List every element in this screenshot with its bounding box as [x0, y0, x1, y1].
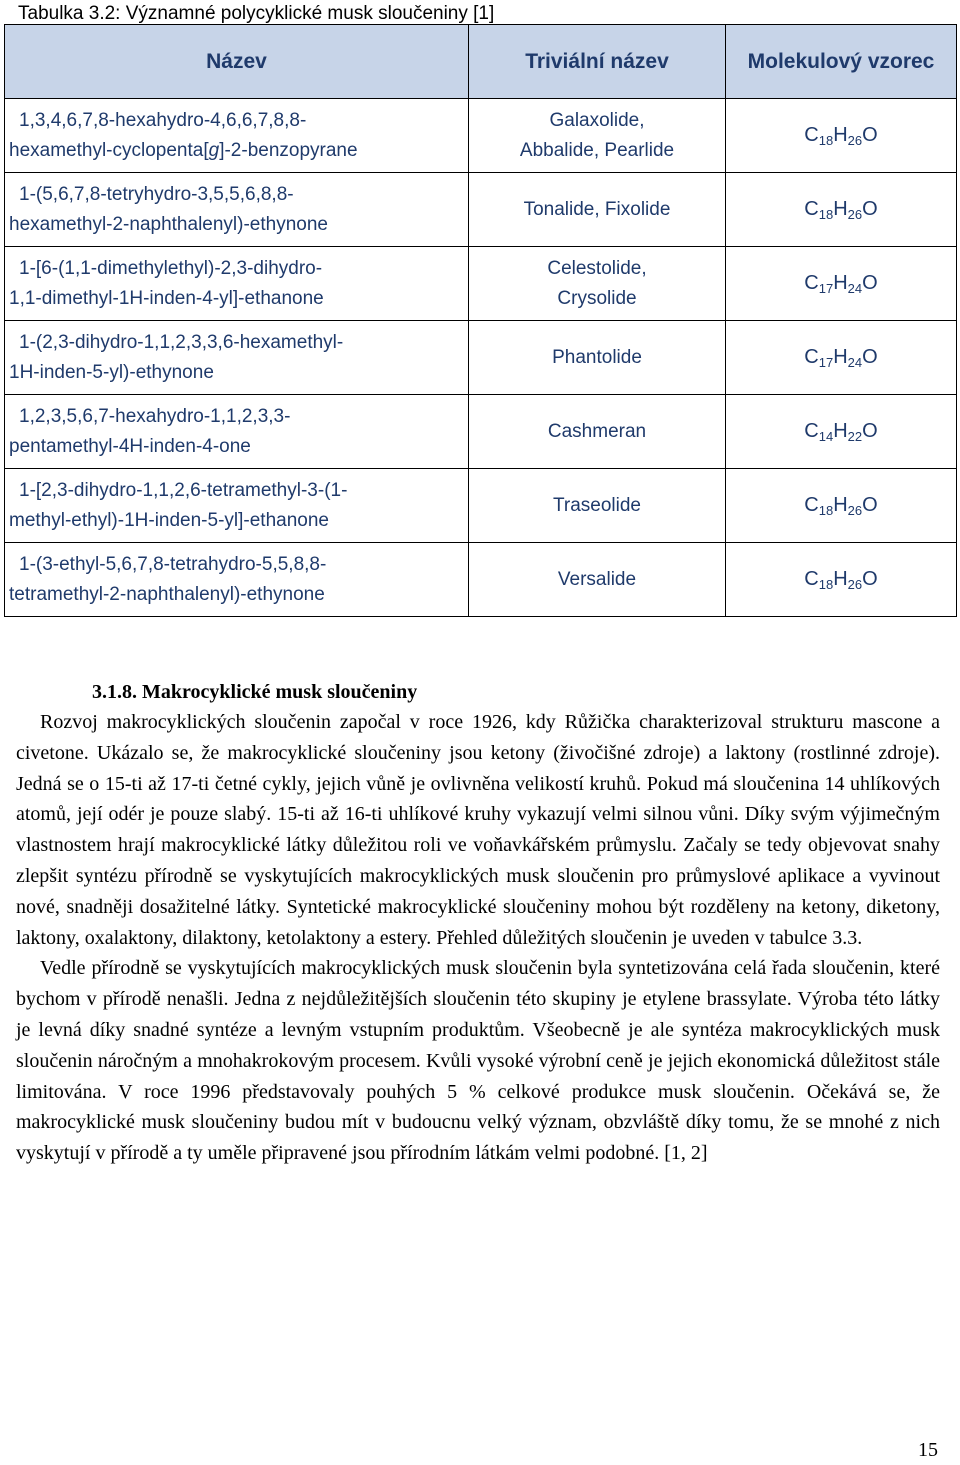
name-line: 1,2,3,5,6,7-hexahydro-1,1,2,3,3-: [19, 405, 291, 427]
header-trivial-name: Triviální název: [469, 25, 726, 99]
table-row: [5, 543, 957, 617]
trivial-name: Celestolide, Crysolide: [469, 247, 726, 321]
compound-name: [5, 173, 469, 247]
header-name: Název: [5, 25, 469, 99]
molecular-formula: $C_{18}H_{26}O$: [726, 173, 957, 247]
table-header-row: [5, 25, 957, 99]
section-heading: 3.1.8. Makrocyklické musk sloučeniny: [92, 681, 418, 703]
trivial-name: Cashmeran: [469, 395, 726, 469]
name-line: 1,3,4,6,7,8-hexahydro-4,6,6,7,8,8-: [19, 109, 307, 131]
trivial-name: Galaxolide, Abbalide, Pearlide: [469, 99, 726, 173]
trivial-name: Tonalide, Fixolide: [469, 173, 726, 247]
body-text: [16, 707, 940, 1169]
name-line: 1-(5,6,7,8-tetryhydro-3,5,5,6,8,8-: [19, 183, 294, 205]
compound-name: [5, 469, 469, 543]
compound-name: [5, 395, 469, 469]
name-line: methyl-ethyl)-1H-inden-5-yl]-ethanone: [9, 509, 329, 531]
table-row: [5, 247, 957, 321]
trivial-name: Phantolide: [469, 321, 726, 395]
name-line: hexamethyl-2-naphthalenyl)-ethynone: [9, 213, 328, 235]
compound-name: [5, 99, 469, 173]
page-number: 15: [918, 1439, 938, 1461]
molecular-formula: $C_{18}H_{26}O$: [726, 99, 957, 173]
name-line: 1H-inden-5-yl)-ethynone: [9, 361, 214, 383]
compound-name: [5, 321, 469, 395]
name-line: hexamethyl-cyclopenta[g]-2-benzopyrane: [9, 139, 358, 161]
table-row: [5, 99, 957, 173]
compound-name: [5, 543, 469, 617]
molecular-formula: $C_{17}H_{24}O$: [726, 321, 957, 395]
molecular-formula: $C_{18}H_{26}O$: [726, 543, 957, 617]
name-line: tetramethyl-2-naphthalenyl)-ethynone: [9, 583, 325, 605]
name-line: 1-[2,3-dihydro-1,1,2,6-tetramethyl-3-(1-: [19, 479, 348, 501]
name-line: 1-(3-ethyl-5,6,7,8-tetrahydro-5,5,8,8-: [19, 553, 327, 575]
molecular-formula: $C_{14}H_{22}O$: [726, 395, 957, 469]
header-molecular-formula: Molekulový vzorec: [726, 25, 957, 99]
paragraph: Rozvoj makrocyklických sloučenin započal v roce 1926, kdy Růžička charakterizoval strukturu mascone a civetone. Ukázalo se, že makrocyklické sloučeniny jsou ketony (živočišné zdroje) a laktony (rostlinné zdroje). Jedná se o 15-ti až 17-ti četné cykly, jejich vůně je ovlivněna velikostí kruhů. Pokud má sloučenina 14 uhlíkových atomů, její odér je pouze slabý. 15-ti až 16-ti uhlíkové kruhy vykazují velmi silnou vůni. Díky svým výjimečným vlastnostem hrají makrocyklické látky důležitou roli ve voňavkářském průmyslu. Začaly se tedy objevovat snahy zlepšit syntézu přírodně se vyskytujících makrocyklických musk sloučenin pro průmyslové aplikace a vyvinout nové, snadněji dosažitelné látky. Syntetické makrocyklické sloučeniny mohou být rozděleny na ketony, diketony, laktony, oxalaktony, dilaktony, ketolaktony a estery. Přehled důležitých sloučenin je uveden v tabulce 3.3.: [16, 711, 940, 949]
molecular-formula: $C_{18}H_{26}O$: [726, 469, 957, 543]
table-caption: Tabulka 3.2: Významné polycyklické musk sloučeniny [1]: [18, 3, 495, 24]
table-row: [5, 395, 957, 469]
table-row: [5, 173, 957, 247]
name-line: 1-(2,3-dihydro-1,1,2,3,3,6-hexamethyl-: [19, 331, 344, 353]
table-row: [5, 469, 957, 543]
table-row: [5, 321, 957, 395]
trivial-name: Versalide: [469, 543, 726, 617]
trivial-name: Traseolide: [469, 469, 726, 543]
molecular-formula: $C_{17}H_{24}O$: [726, 247, 957, 321]
name-line: 1,1-dimethyl-1H-inden-4-yl]-ethanone: [9, 287, 324, 309]
polycyclic-musk-table: [4, 24, 957, 617]
name-line: pentamethyl-4H-inden-4-one: [9, 435, 251, 457]
name-line: 1-[6-(1,1-dimethylethyl)-2,3-dihydro-: [19, 257, 323, 279]
compound-name: [5, 247, 469, 321]
paragraph: Vedle přírodně se vyskytujících makrocyklických musk sloučenin byla syntetizována celá řada sloučenin, které bychom v přírodě nenašli. Jedna z nejdůležitějších sloučenin této skupiny je etylene brassylate. Výroba této látky je levná díky snadné syntéze a levným vstupním produktům. Všeobecně je ale syntéza makrocyklických musk sloučenin náročným a mnohakrokovým procesem. Kvůli vysoké výrobní ceně je jejich ekonomická důležitost stále limitována. V roce 1996 představovaly pouhých 5 % celkové produkce musk sloučenin. Očekává se, že makrocyklické musk sloučeniny budou mít v budoucnu velký význam, obzvláště díky tomu, že se mnohé z nich vyskytují v přírodě a ty uměle připravené jsou přírodním látkám velmi podobné. [1, 2]: [16, 957, 940, 1165]
